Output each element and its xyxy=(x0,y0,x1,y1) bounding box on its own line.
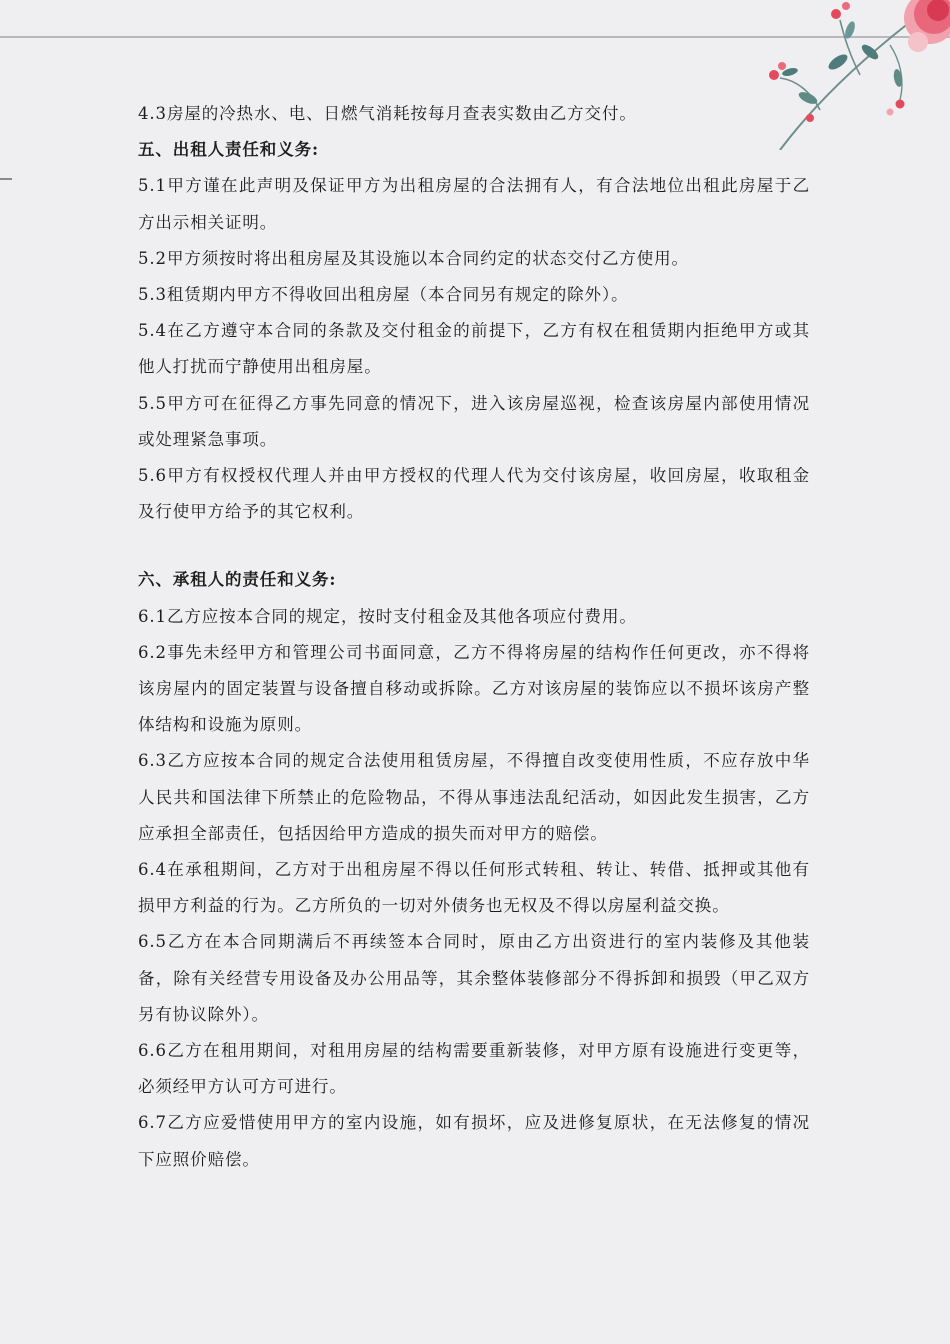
clause-6-2: 6.2事先未经甲方和管理公司书面同意，乙方不得将房屋的结构作任何更改，亦不得将该房屋内的固定装置与设备擅自移动或拆除。乙方对该房屋的装饰应以不损坏该房产整体结构和设施为原则。 xyxy=(138,642,810,735)
clause-5-2: 5.2甲方须按时将出租房屋及其设施以本合同约定的状态交付乙方使用。 xyxy=(138,248,689,268)
section-5-heading: 五、出租人责任和义务: xyxy=(138,140,319,160)
clause-5-1: 5.1甲方谨在此声明及保证甲方为出租房屋的合法拥有人，有合法地位出租此房屋于乙方出示相关证明。 xyxy=(138,176,810,232)
clause-6-6: 6.6乙方在租用期间，对租用房屋的结构需要重新装修，对甲方原有设施进行变更等，必须经甲方认可方可进行。 xyxy=(138,1041,810,1097)
clause-6-3: 6.3乙方应按本合同的规定合法使用租赁房屋，不得擅自改变使用性质，不应存放中华人民共和国法律下所禁止的危险物品，不得从事违法乱纪活动，如因此发生损害，乙方应承担全部责任，包括因给甲方造成的损失而对甲方的赔偿。 xyxy=(138,751,810,843)
clause-6-4: 6.4在承租期间，乙方对于出租房屋不得以任何形式转租、转让、转借、抵押或其他有损甲方利益的行为。乙方所负的一切对外债务也无权及不得以房屋利益交换。 xyxy=(138,860,810,916)
margin-tick xyxy=(0,178,12,180)
clause-4-3: 4.3房屋的冷热水、电、日燃气消耗按每月查表实数由乙方交付。 xyxy=(138,104,637,123)
clause-6-7: 6.7乙方应爱惜使用甲方的室内设施，如有损坏，应及进修复原状，在无法修复的情况下应照价赔偿。 xyxy=(138,1113,810,1169)
clause-5-6: 5.6甲方有权授权代理人并由甲方授权的代理人代为交付该房屋，收回房屋，收取租金及行使甲方给予的其它权利。 xyxy=(138,466,810,522)
clause-6-5: 6.5乙方在本合同期满后不再续签本合同时，原由乙方出资进行的室内装修及其他装备，除有关经营专用设备及办公用品等，其余整体装修部分不得拆卸和损毁（甲乙双方另有协议除外）。 xyxy=(138,932,810,1024)
contract-body xyxy=(138,96,810,1178)
clause-5-4: 5.4在乙方遵守本合同的条款及交付租金的前提下，乙方有权在租赁期内拒绝甲方或其他人打扰而宁静使用出租房屋。 xyxy=(138,321,810,377)
section-6-heading: 六、承租人的责任和义务: xyxy=(138,570,337,590)
section-spacer xyxy=(138,530,810,562)
clause-6-1: 6.1乙方应按本合同的规定，按时支付租金及其他各项应付费用。 xyxy=(138,606,637,626)
clause-5-5: 5.5甲方可在征得乙方事先同意的情况下，进入该房屋巡视，检查该房屋内部使用情况或处理紧急事项。 xyxy=(138,393,810,449)
clause-5-3: 5.3租赁期内甲方不得收回出租房屋（本合同另有规定的除外）。 xyxy=(138,285,629,305)
